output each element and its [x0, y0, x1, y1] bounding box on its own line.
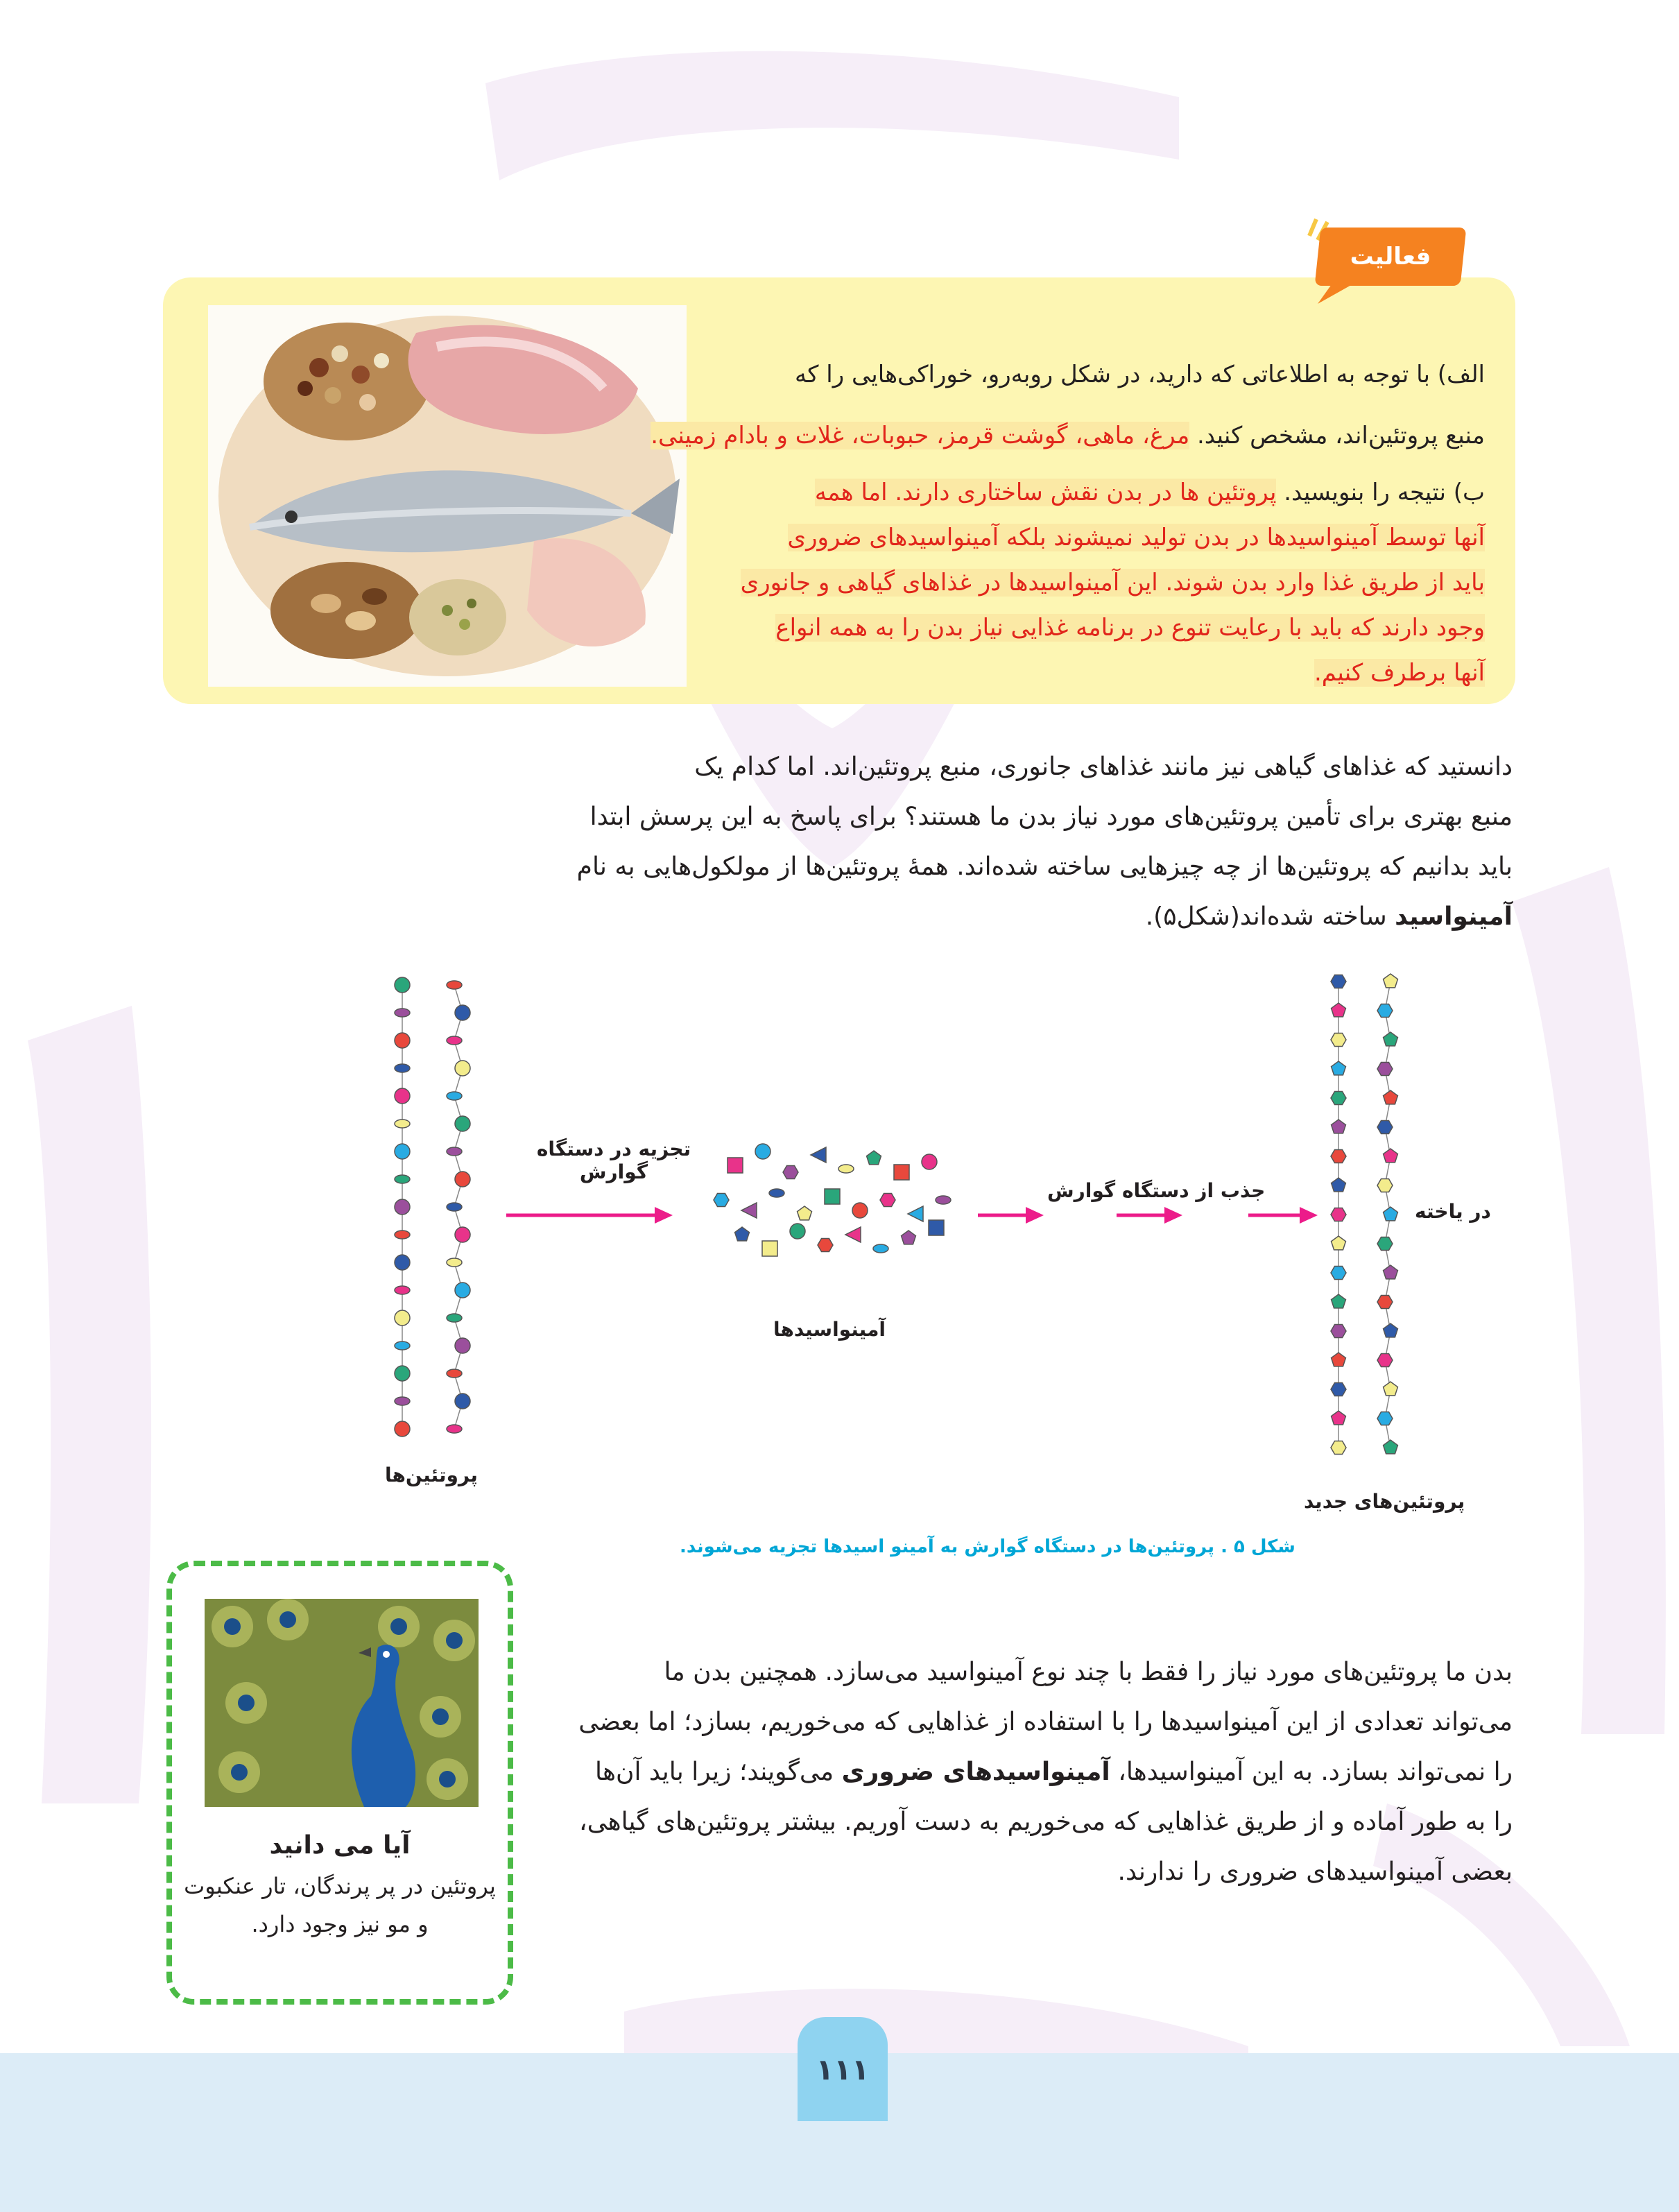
protein-foods-image: [208, 305, 687, 687]
protein-chain-1-amino-acid: [395, 1088, 410, 1104]
activity-line-2: [651, 415, 1485, 456]
did-you-know-title: آیا می دانید: [269, 1831, 411, 1860]
essential-line-2: می‌تواند تعدادی از این آمینواسیدها را با استفاده از غذاهایی که می‌خوریم، بسازد؛ اما بعضی: [578, 1708, 1513, 1736]
activity-question-b: ب) نتیجه را بنویسید.: [1284, 479, 1485, 506]
free-amino-acid: [852, 1203, 868, 1218]
free-amino-acid: [867, 1151, 881, 1165]
free-amino-acid: [825, 1189, 840, 1204]
activity-tag: [1304, 215, 1477, 304]
protein-chain-1-amino-acid: [395, 1144, 410, 1159]
protein-chain-2-amino-acid: [455, 1227, 470, 1242]
protein-chain-1-amino-acid: [395, 1286, 410, 1294]
new-protein-chain-1-amino-acid: [1331, 1324, 1346, 1337]
protein-chain-2-amino-acid: [455, 1116, 470, 1131]
intro-line-1: دانستید که غذاهای گیاهی نیز مانند غذاهای جانوری، منبع پروتئین‌اند. اما کدام یک: [694, 753, 1513, 781]
term-essential-amino-acids: آمینواسیدهای ضروری: [841, 1758, 1110, 1786]
activity-answer-a: مرغ، ماهی، گوشت قرمز، حبوبات، غلات و بادام زمینی.: [651, 422, 1190, 449]
new-protein-chain-1-amino-acid: [1332, 1178, 1346, 1192]
new-protein-chain-1-amino-acid: [1331, 1149, 1346, 1163]
protein-chain-1-amino-acid: [395, 977, 410, 993]
protein-chain-2-amino-acid: [455, 1005, 470, 1020]
label-amino-acids: آمینواسیدها: [773, 1318, 886, 1341]
protein-chain-2-amino-acid: [447, 1036, 462, 1045]
protein-chain-1-amino-acid: [395, 1064, 410, 1072]
protein-chain-1-amino-acid: [395, 1199, 410, 1215]
free-amino-acid: [741, 1203, 757, 1218]
protein-chain-2-amino-acid: [455, 1172, 470, 1187]
new-protein-chain-1-amino-acid: [1331, 1382, 1346, 1396]
activity-answer-b-5: آنها برطرف کنیم.: [1314, 659, 1485, 687]
free-amino-acid: [714, 1193, 729, 1206]
new-protein-chain-2-amino-acid: [1384, 1265, 1398, 1279]
free-amino-acid: [936, 1196, 951, 1204]
free-amino-acid: [769, 1189, 784, 1197]
new-protein-chain-1-amino-acid: [1332, 1120, 1346, 1133]
label-proteins: پروتئین‌ها: [385, 1464, 478, 1486]
free-amino-acid: [818, 1238, 833, 1251]
intro-line-4: آمینواسید ساخته شده‌اند(شکل۵).: [1145, 902, 1513, 931]
essential-amino-paragraph: [521, 1647, 1513, 1897]
new-protein-chain-1-amino-acid: [1332, 1003, 1346, 1017]
intro-line-3: باید بدانیم که پروتئین‌ها از چه چیزهایی ساخته شده‌اند. همهٔ پروتئین‌ها از مولکول‌هایی به نام: [576, 852, 1513, 881]
free-amino-acid: [783, 1165, 798, 1178]
activity-answer-b-1: پروتئین ها در بدن نقش ساختاری دارند. اما همه: [814, 479, 1277, 506]
protein-chain-1-amino-acid: [395, 1310, 410, 1326]
activity-answer-b-2: آنها توسط آمینواسیدها در بدن تولید نمیشوند بلکه آمینواسیدهای ضروری: [787, 524, 1485, 551]
protein-chain-1-amino-acid: [395, 1397, 410, 1405]
new-protein-chain-2-amino-acid: [1384, 1382, 1398, 1396]
free-amino-acid: [922, 1154, 937, 1169]
new-protein-chain-2-amino-acid: [1377, 1062, 1393, 1075]
activity-answer-b-4: وجود دارند که باید با رعایت تنوع در برنامه غذایی نیاز بدن را به همه انواع: [775, 614, 1485, 642]
new-protein-chain-2-amino-acid: [1377, 1353, 1393, 1366]
new-protein-chain-2-amino-acid: [1384, 1090, 1398, 1104]
protein-chain-2-amino-acid: [447, 1092, 462, 1100]
protein-chain-1-amino-acid: [395, 1231, 410, 1239]
new-protein-chain-2-amino-acid: [1384, 1149, 1398, 1163]
arrow-absorption-1-head: [1026, 1207, 1044, 1224]
did-you-know-line-1: پروتئین در پر پرندگان، تار عنکبوت: [184, 1873, 496, 1899]
new-protein-chain-1-amino-acid: [1331, 975, 1346, 988]
free-amino-acid: [727, 1158, 743, 1173]
protein-chain-2-amino-acid: [447, 1203, 462, 1211]
term-amino-acid: آمینواسید: [1395, 902, 1513, 931]
activity-answer-b-3: باید از طریق غذا وارد بدن شوند. این آمینواسیدها در غذاهای گیاهی و جانوری: [740, 569, 1485, 597]
peacock-image: [205, 1599, 479, 1807]
label-digestion-2: گوارش: [579, 1160, 648, 1183]
new-protein-chain-2-amino-acid: [1384, 974, 1398, 988]
new-protein-chain-2-amino-acid: [1377, 1178, 1393, 1192]
new-protein-chain-1-amino-acid: [1332, 1294, 1346, 1308]
arrow-digestion-head: [655, 1207, 673, 1224]
free-amino-acid: [894, 1165, 909, 1180]
new-protein-chain-1-amino-acid: [1331, 1091, 1346, 1104]
protein-chain-1-amino-acid: [395, 1175, 410, 1183]
new-protein-chain-2-amino-acid: [1377, 1120, 1393, 1133]
intro-line-2: منبع بهتری برای تأمین پروتئین‌های مورد نیاز بدن ما هستند؟ برای پاسخ به این پرسش ابتدا: [589, 803, 1513, 831]
free-amino-acid: [762, 1241, 777, 1256]
protein-chain-1-amino-acid: [395, 1255, 410, 1270]
new-protein-chain-2-amino-acid: [1384, 1207, 1398, 1221]
new-protein-chain-2-amino-acid: [1377, 1412, 1393, 1425]
label-in-cell: در یاخته: [1415, 1200, 1491, 1223]
protein-chain-1-amino-acid: [395, 1366, 410, 1381]
protein-chain-2-amino-acid: [447, 1314, 462, 1322]
new-protein-chain-2-amino-acid: [1377, 1237, 1393, 1250]
protein-chain-2-amino-acid: [455, 1394, 470, 1409]
page-number: ۱۱۱: [798, 2017, 888, 2121]
essential-line-1: بدن ما پروتئین‌های مورد نیاز را فقط با چند نوع آمینواسید می‌سازد. همچنین بدن ما: [664, 1658, 1513, 1686]
free-amino-acid: [838, 1165, 854, 1173]
free-amino-acid: [845, 1227, 861, 1242]
protein-chain-2-amino-acid: [447, 1147, 462, 1156]
essential-line-3: را نمی‌تواند بسازد. به این آمینواسیدها، آمینواسیدهای ضروری می‌گویند؛ زیرا باید آن‌ها: [595, 1758, 1513, 1786]
protein-chain-1-amino-acid: [395, 1120, 410, 1128]
free-amino-acid: [908, 1206, 923, 1221]
arrow-absorption-2-head: [1164, 1207, 1182, 1224]
protein-chain-2-amino-acid: [447, 981, 462, 989]
protein-chain-2-amino-acid: [455, 1061, 470, 1076]
amino-acid-diagram: [333, 971, 1512, 1526]
free-amino-acid: [755, 1144, 770, 1159]
protein-chain-1-amino-acid: [395, 1421, 410, 1437]
label-new-proteins: پروتئین‌های جدید: [1304, 1490, 1465, 1513]
activity-line-3: [815, 472, 1485, 513]
label-digestion: [534, 1138, 694, 1183]
protein-chain-1-amino-acid: [395, 1009, 410, 1017]
protein-chain-1-amino-acid: [395, 1341, 410, 1350]
new-protein-chain-2-amino-acid: [1377, 1004, 1393, 1017]
intro-paragraph: [521, 742, 1513, 942]
new-protein-chain-1-amino-acid: [1332, 1411, 1346, 1425]
activity-tag-label: فعالیت: [1350, 243, 1431, 271]
protein-chain-2-amino-acid: [447, 1425, 462, 1433]
protein-chain-2-amino-acid: [447, 1258, 462, 1267]
free-amino-acid: [902, 1231, 916, 1244]
new-protein-chain-1-amino-acid: [1331, 1208, 1346, 1221]
new-protein-chain-2-amino-acid: [1384, 1323, 1398, 1337]
protein-chain-2-amino-acid: [455, 1283, 470, 1298]
essential-line-5: بعضی آمینواسیدهای ضروری را ندارند.: [1117, 1858, 1513, 1886]
new-protein-chain-1-amino-acid: [1331, 1266, 1346, 1279]
free-amino-acid: [798, 1206, 812, 1220]
protein-chain-2-amino-acid: [455, 1338, 470, 1353]
free-amino-acid: [790, 1224, 805, 1239]
new-protein-chain-1-amino-acid: [1332, 1236, 1346, 1250]
new-protein-chain-1-amino-acid: [1332, 1061, 1346, 1075]
new-protein-chain-1-amino-acid: [1331, 1441, 1346, 1454]
activity-question-a: منبع پروتئین‌اند، مشخص کنید.: [1197, 422, 1485, 449]
free-amino-acid: [735, 1227, 750, 1241]
new-protein-chain-2-amino-acid: [1377, 1295, 1393, 1308]
new-protein-chain-2-amino-acid: [1384, 1032, 1398, 1046]
protein-chain-1-amino-acid: [395, 1033, 410, 1048]
free-amino-acid: [929, 1220, 944, 1235]
protein-chain-2-amino-acid: [447, 1369, 462, 1378]
did-you-know-line-2: و مو نیز وجود دارد.: [251, 1911, 429, 1937]
arrow-into-cell-head: [1300, 1207, 1318, 1224]
free-amino-acid: [811, 1147, 826, 1163]
label-absorption: جذب از دستگاه گوارش: [1047, 1179, 1266, 1202]
free-amino-acid: [880, 1193, 895, 1206]
new-protein-chain-1-amino-acid: [1332, 1353, 1346, 1366]
free-amino-acid: [873, 1244, 888, 1253]
label-digestion-1: تجزیه در دستگاه: [536, 1138, 691, 1160]
new-protein-chain-1-amino-acid: [1331, 1033, 1346, 1046]
activity-line-1: الف) با توجه به اطلاعاتی که دارید، در شکل روبه‌رو، خوراکی‌هایی را که: [795, 361, 1485, 388]
essential-line-4: را به طور آماده و از طریق غذاهایی که می‌خوریم به دست آوریم. بیشتر پروتئین‌های گیاهی،: [578, 1808, 1513, 1836]
new-protein-chain-2-amino-acid: [1384, 1440, 1398, 1454]
figure-caption: شکل ۵ . پروتئین‌ها در دستگاه گوارش به آمینو اسیدها تجزیه می‌شوند.: [680, 1536, 1295, 1557]
